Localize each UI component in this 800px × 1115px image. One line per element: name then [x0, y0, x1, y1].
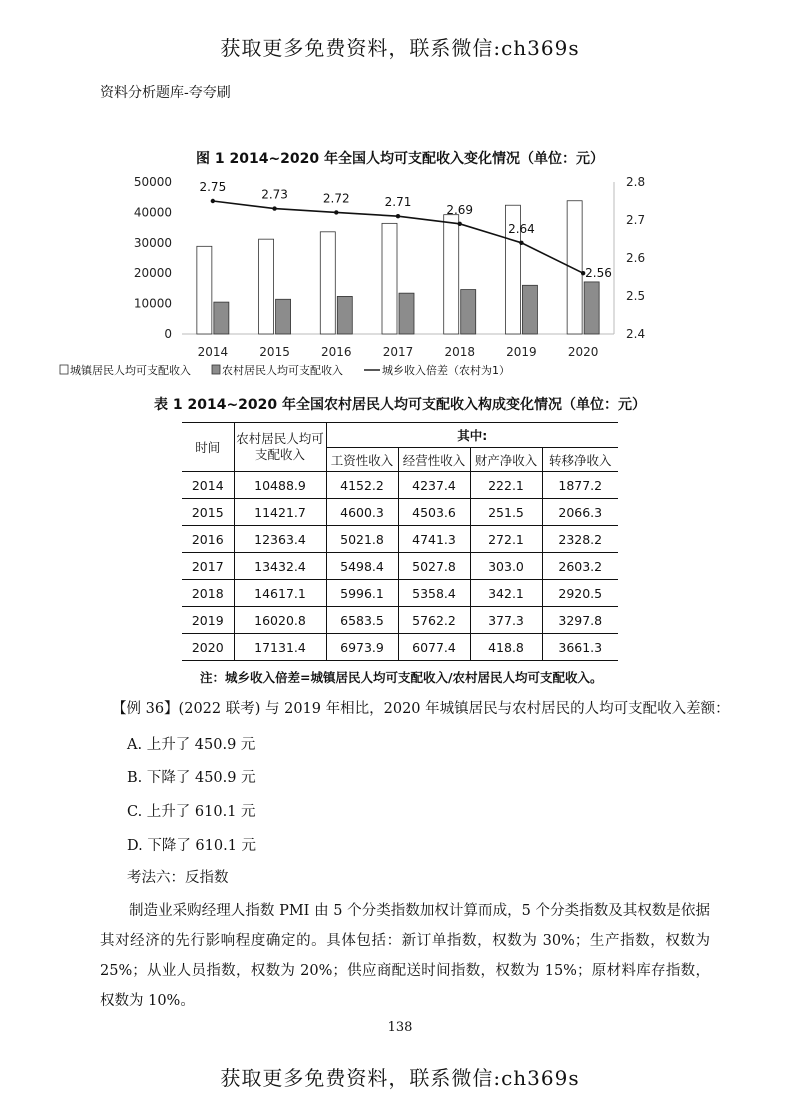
row-year: 2018	[191, 585, 224, 601]
x-tick-label: 2018	[444, 345, 475, 359]
legend-urban-label: 城镇居民人均可支配收入	[70, 364, 191, 377]
cell-value: 418.8	[470, 634, 542, 661]
ratio-label: 2.75	[199, 180, 227, 194]
ratio-label: 2.56	[585, 266, 612, 281]
urban-income-bar	[567, 201, 582, 334]
rural-income-bar	[337, 296, 352, 334]
header-group: 其中:	[326, 423, 618, 448]
option-d: D. 下降了 610.1 元	[127, 838, 257, 854]
left-tick-label: 40000	[133, 205, 172, 220]
header-transfer: 转移净收入	[542, 448, 618, 472]
x-tick-label: 2019	[506, 345, 537, 359]
table-row	[182, 526, 618, 553]
cell-value: 5021.8	[326, 526, 398, 553]
table-row	[182, 607, 618, 634]
row-year: 2019	[191, 612, 224, 628]
cell-value: 4503.6	[398, 499, 470, 526]
cell-value: 5027.8	[398, 553, 470, 580]
cell-value: 2603.2	[542, 553, 618, 580]
left-tick-label: 10000	[133, 296, 172, 311]
cell-value: 377.3	[470, 607, 542, 634]
cell-value: 4237.4	[398, 472, 470, 499]
header-property: 财产净收入	[470, 448, 542, 472]
x-tick-label: 2016	[321, 345, 352, 359]
income-chart	[70, 168, 646, 384]
row-year: 2017	[191, 558, 224, 574]
cell-value: 1877.2	[542, 472, 618, 499]
question-stem: 【例 36】(2022 联考) 与 2019 年相比，2020 年城镇居民与农村居民的人均可支配收入差额：	[112, 701, 730, 717]
figure-title: 图 1 2014~2020 年全国人均可支配收入变化情况（单位：元）	[195, 151, 605, 167]
right-tick-label: 2.5	[626, 289, 646, 303]
table-row	[182, 472, 618, 499]
right-tick-label: 2.6	[626, 251, 646, 265]
cell-value: 5762.2	[398, 607, 470, 634]
cell-value: 342.1	[470, 580, 542, 607]
ratio-label: 2.73	[261, 187, 288, 202]
urban-income-bar	[382, 223, 397, 334]
cell-value: 10488.9	[234, 472, 326, 499]
x-tick-label: 2017	[382, 345, 414, 359]
urban-income-bar	[259, 239, 274, 334]
ratio-point	[396, 214, 400, 218]
rural-income-bar	[214, 302, 229, 334]
table-row	[182, 580, 618, 607]
left-tick-label: 20000	[133, 266, 172, 281]
cell-value: 5358.4	[398, 580, 470, 607]
table-note: 注：城乡收入倍差=城镇居民人均可支配收入/农村居民人均可支配收入。	[200, 670, 603, 685]
urban-income-bar	[197, 246, 212, 334]
cell-value: 4600.3	[326, 499, 398, 526]
row-year: 2016	[191, 531, 224, 547]
header-time: 时间	[182, 423, 234, 472]
document-subtitle: 资料分析题库-夸夸刷	[100, 85, 231, 101]
cell-value: 4152.2	[326, 472, 398, 499]
table-row	[182, 634, 618, 661]
ratio-point	[334, 210, 338, 214]
option-c: C. 上升了 610.1 元	[127, 804, 256, 820]
header-wage: 工资性收入	[326, 448, 398, 472]
ratio-label: 2.72	[322, 191, 350, 206]
cell-value: 12363.4	[234, 526, 326, 553]
x-tick-label: 2014	[197, 345, 229, 359]
cell-value: 6973.9	[326, 634, 398, 661]
x-tick-label: 2020	[567, 345, 599, 359]
cell-value: 222.1	[470, 472, 542, 499]
legend-ratio-label: 城乡收入倍差（农村为1）	[382, 364, 510, 377]
ratio-label: 2.69	[446, 202, 474, 217]
rural-income-bar	[461, 290, 476, 334]
cell-value: 2328.2	[542, 526, 618, 553]
x-tick-label: 2015	[259, 345, 290, 359]
right-tick-label: 2.8	[626, 175, 646, 189]
header-business: 经营性收入	[398, 448, 470, 472]
cell-value: 16020.8	[234, 607, 326, 634]
cell-value: 4741.3	[398, 526, 470, 553]
cell-value: 5498.4	[326, 553, 398, 580]
table-title: 表 1 2014~2020 年全国农村居民人均可支配收入构成变化情况（单位：元）	[153, 397, 647, 413]
rural-income-bar	[584, 282, 599, 334]
cell-value: 2066.3	[542, 499, 618, 526]
cell-value: 14617.1	[234, 580, 326, 607]
page-header-watermark: 获取更多免费资料，联系微信:ch369s	[220, 36, 580, 60]
cell-value: 2920.5	[542, 580, 618, 607]
ratio-label: 2.64	[508, 221, 535, 236]
body-paragraph: 制造业采购经理人指数 PMI 由 5 个分类指数加权计算而成，5 个分类指数及其权数是依据其对经济的先行影响程度确定的。具体包括：新订单指数，权数为 30%；生产指数，权数为 25%；从业人员指数，权数为 20%；供应商配送时间指数，权数为 15%；原材料库存指数，权数为 10%。	[100, 903, 710, 1009]
cell-value: 272.1	[470, 526, 542, 553]
cell-value: 5996.1	[326, 580, 398, 607]
left-tick-label: 0	[164, 327, 172, 341]
row-year: 2014	[191, 477, 224, 493]
rural-income-bar	[522, 285, 537, 334]
page-footer-watermark: 获取更多免费资料，联系微信:ch369s	[220, 1066, 580, 1090]
cell-value: 3661.3	[542, 634, 618, 661]
ratio-point	[458, 222, 462, 226]
cell-value: 303.0	[470, 553, 542, 580]
ratio-point	[519, 241, 523, 245]
cell-value: 3297.8	[542, 607, 618, 634]
urban-income-bar	[320, 232, 335, 334]
cell-value: 17131.4	[234, 634, 326, 661]
left-tick-label: 50000	[133, 175, 172, 189]
rural-income-table	[182, 422, 618, 661]
left-tick-label: 30000	[133, 235, 172, 250]
cell-value: 251.5	[470, 499, 542, 526]
legend-rural-label: 农村居民人均可支配收入	[222, 364, 343, 377]
urban-income-bar	[444, 215, 459, 334]
cell-value: 13432.4	[234, 553, 326, 580]
row-year: 2020	[191, 639, 224, 655]
legend-urban-swatch	[60, 365, 68, 374]
table-row	[182, 499, 618, 526]
row-year: 2015	[191, 504, 224, 520]
option-b: B. 下降了 450.9 元	[127, 770, 256, 786]
ratio-label: 2.71	[384, 195, 412, 210]
cell-value: 11421.7	[234, 499, 326, 526]
right-tick-label: 2.7	[626, 213, 646, 227]
page-number: 138	[387, 1020, 413, 1035]
ratio-point	[272, 206, 276, 210]
right-tick-label: 2.4	[626, 327, 646, 341]
cell-value: 6077.4	[398, 634, 470, 661]
rural-income-bar	[276, 299, 291, 334]
header-total: 农村居民人均可支配收入	[234, 423, 326, 472]
option-a: A. 上升了 450.9 元	[127, 737, 256, 753]
section-heading: 考法六：反指数	[127, 870, 229, 886]
legend-rural-swatch	[212, 365, 220, 374]
table-row	[182, 553, 618, 580]
rural-income-bar	[399, 293, 414, 334]
cell-value: 6583.5	[326, 607, 398, 634]
ratio-point	[211, 199, 215, 203]
